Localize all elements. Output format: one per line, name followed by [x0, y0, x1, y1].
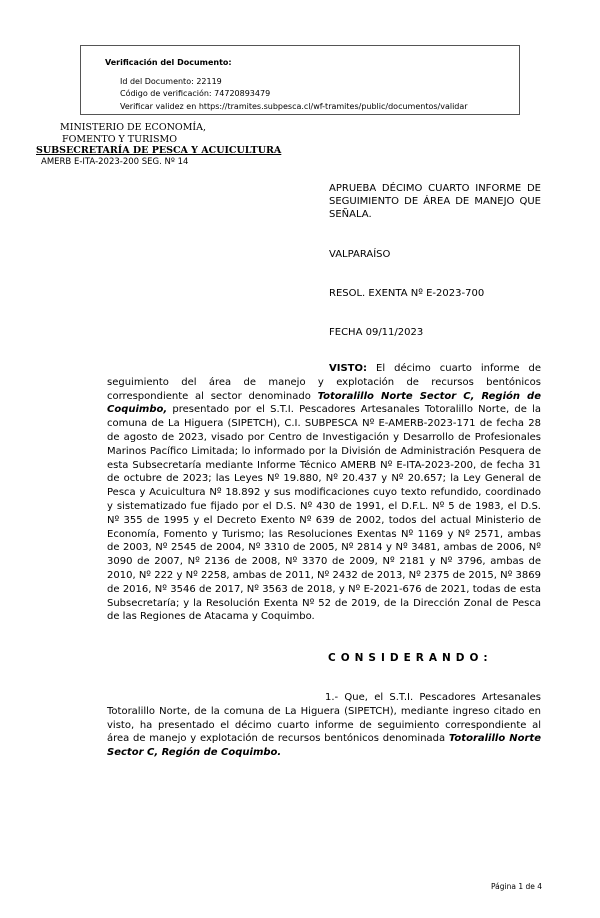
document-subject: APRUEBA DÉCIMO CUARTO INFORME DE SEGUIMIENTO DE ÁREA DE MANEJO QUE SEÑALA. — [329, 183, 541, 220]
ministry-line1: MINISTERIO DE ECONOMÍA, — [60, 122, 207, 133]
ministry-line2: FOMENTO Y TURISMO — [62, 133, 178, 145]
document-date: FECHA 09/11/2023 — [329, 327, 424, 338]
verification-url[interactable]: ▸ Verificar validez en https://tramites.subpesca.cl/wf-tramites/public/documentos/validar — [120, 101, 519, 114]
visto-paragraph — [107, 362, 541, 624]
page-number: Página 1 de 4 — [490, 882, 542, 891]
verification-title: Verificación del Documento: — [105, 58, 232, 67]
considerando-item-1 — [107, 691, 541, 760]
verification-list — [105, 76, 519, 114]
ministry-header — [36, 122, 281, 168]
visto-text-2: presentado por el S.T.I. Pescadores Artesanales Totoralillo Norte, de la comuna de La Higuera (SIPETCH), C.I. SUBPESCA Nº E-AMERB-2023-171 de fecha 28 de agosto de 2023, visado por Centro de Investigación y Desarrollo de Profesionales Marinos Pacífico Limitada; lo informado por la División de Administración Pesquera de esta Subsecretaría mediante Informe Técnico AMERB Nº E-ITA-2023-200, de fecha 31 de octubre de 2023; las Leyes Nº 19.880, Nº 20.437 y Nº 20.657; la Ley General de Pesca y Acuicultura Nº 18.892 y sus modificaciones cuyo texto refundido, coordinado y sistematizado fue fijado por el D.S. Nº 430 de 1991, el D.F.L. Nº 5 de 1983, el D.S. Nº 355 de 1995 y el Decreto Exento Nº 639 de 2002, todos del actual Ministerio de Economía, Fomento y Turismo; las Resoluciones Exentas Nº 1169 y Nº 2571, ambas de 2003, Nº 2545 de 2004, Nº 3310 de 2005, Nº 2814 y Nº 3481, ambas de 2006, Nº 3090 de 2007, Nº 2136 de 2008, Nº 3370 de 2009, Nº 2181 y Nº 3796, ambas de 2010, Nº 222 y Nº 2258, ambas de 2011, Nº 2432 de 2013, Nº 2375 de 2015, Nº 3869 de 2016, Nº 3546 de 2017, Nº 3563 de 2018, y Nº E-2021-676 de 2021, todas de esta Subsecretaría; y la Resolución Exenta Nº 52 de 2019, de la Dirección Zonal de Pesca de las Regiones de Atacama y Coquimbo. — [107, 404, 541, 623]
resolution-number: RESOL. EXENTA Nº E-2023-700 — [329, 288, 485, 299]
verification-box — [80, 45, 520, 115]
item-number: 1.- — [325, 692, 339, 703]
verification-code: ▸ Código de verificación: 74720893479 — [120, 88, 519, 101]
item-text: Que, el S.T.I. Pescadores Artesanales Totoralillo Norte, de la comuna de La Higuera (SIPETCH), mediante ingreso citado en visto, ha presentado el décimo cuarto informe de seguimiento correspondiente al área de manejo y explotación de recursos bentónicos denominada — [107, 692, 541, 745]
visto-label: VISTO: — [329, 363, 367, 374]
reference-number: AMERB E-ITA-2023-200 SEG. Nº 14 — [41, 156, 189, 167]
item-sector: Totoralillo Norte Sector C, Región de Coquimbo. — [107, 733, 541, 759]
document-city: VALPARAÍSO — [329, 249, 391, 260]
considerando-heading: CONSIDERANDO: — [328, 652, 493, 664]
visto-text-1: El décimo cuarto informe de seguimiento del área de manejo y explotación de recursos bentónicos correspondiente al sector denominado — [107, 363, 541, 402]
visto-sector: Totoralillo Norte Sector C, Región de Coquimbo, — [107, 390, 541, 416]
document-id: ▸ Id del Documento: 22119 — [120, 76, 519, 89]
subsecretaria: SUBSECRETARÍA DE PESCA Y ACUICULTURA — [36, 145, 282, 156]
